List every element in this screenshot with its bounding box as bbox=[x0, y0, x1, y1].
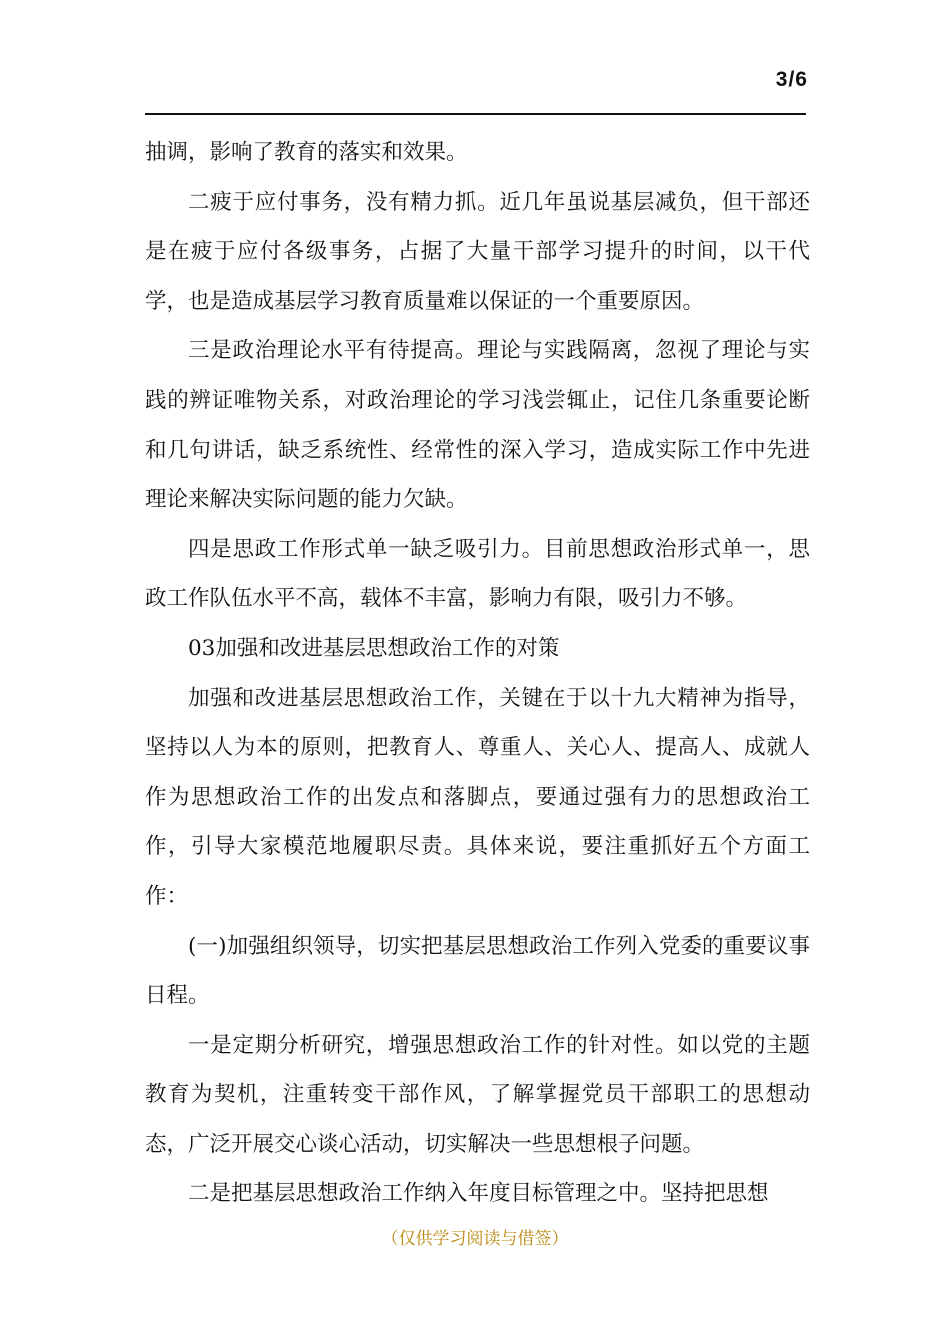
paragraph: 四是思政工作形式单一缺乏吸引力。目前思想政治形式单一，思政工作队伍水平不高，载体不丰富，影响力有限，吸引力不够。 bbox=[145, 536, 810, 612]
paragraph: 二疲于应付事务，没有精力抓。近几年虽说基层减负，但干部还是在疲于应付各级事务，占据了大量干部学习提升的时间，以干代学，也是造成基层学习教育质量难以保证的一个重要原因。 bbox=[145, 189, 810, 314]
paragraph-continuation: 抽调，影响了教育的落实和效果。 bbox=[145, 140, 468, 165]
header-divider bbox=[145, 113, 806, 115]
paragraph: 一是定期分析研究，增强思想政治工作的针对性。如以党的主题教育为契机，注重转变干部作风，了解掌握党员干部职工的思想动态，广泛开展交心谈心活动，切实解决一些思想根子问题。 bbox=[145, 1032, 810, 1157]
paragraph: 加强和改进基层思想政治工作，关键在于以十九大精神为指导，坚持以人为本的原则，把教育人、尊重人、关心人、提高人、成就人作为思想政治工作的出发点和落脚点，要通过强有力的思想政治工作，引导大家模范地履职尽责。具体来说，要注重抓好五个方面工作： bbox=[145, 685, 810, 909]
subsection-heading: (一)加强组织领导，切实把基层思想政治工作列入党委的重要议事日程。 bbox=[145, 933, 810, 1009]
document-body bbox=[145, 128, 810, 1219]
paragraph: 三是政治理论水平有待提高。理论与实践隔离，忽视了理论与实践的辨证唯物关系，对政治理论的学习浅尝辄止，记住几条重要论断和几句讲话，缺乏系统性、经常性的深入学习，造成实际工作中先进理论来解决实际问题的能力欠缺。 bbox=[145, 338, 810, 513]
section-heading: 03加强和改进基层思想政治工作的对策 bbox=[188, 635, 560, 661]
paragraph: 二是把基层思想政治工作纳入年度目标管理之中。坚持把思想 bbox=[188, 1181, 769, 1207]
page-number: 3/6 bbox=[775, 68, 808, 91]
footer-note: （仅供学习阅读与借签） bbox=[381, 1229, 569, 1249]
